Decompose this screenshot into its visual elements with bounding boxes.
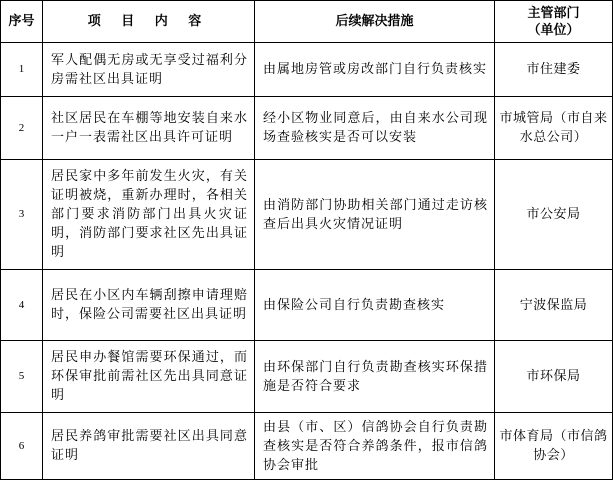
table-row [1, 43, 613, 97]
table-row [1, 270, 613, 341]
row-item: 居民养鸽审批需要社区出具同意证明 [43, 413, 255, 480]
row-no: 5 [1, 341, 43, 413]
row-item: 居民家中多年前发生火灾，有关证明被烧，重新办理时，各相关部门要求消防部门出具火灾证明，消防部门要求社区先出具证明 [43, 160, 255, 270]
row-no: 1 [1, 43, 43, 97]
row-no: 3 [1, 160, 43, 270]
row-item: 社区居民在车棚等地安装自来水一户一表需社区出具许可证明 [43, 97, 255, 160]
row-solution: 由保险公司自行负责勘查核实 [255, 270, 495, 341]
header-solution: 后续解决措施 [255, 1, 495, 43]
row-no: 6 [1, 413, 43, 480]
row-solution: 由消防部门协助相关部门通过走访核查后出具火灾情况证明 [255, 160, 495, 270]
row-dept: 市城管局（市自来水总公司） [495, 97, 613, 160]
header-item: 项 目 内 容 [43, 1, 255, 43]
row-item: 军人配偶无房或无享受过福利分房需社区出具证明 [43, 43, 255, 97]
row-no: 4 [1, 270, 43, 341]
row-dept: 市住建委 [495, 43, 613, 97]
row-solution: 由属地房管或房改部门自行负责核实 [255, 43, 495, 97]
row-solution: 经小区物业同意后，由自来水公司现场查验核实是否可以安装 [255, 97, 495, 160]
header-dept-line2: （单位） [527, 22, 580, 38]
table-row [1, 160, 613, 270]
header-dept-line1: 主管部门 [527, 5, 580, 21]
header-no: 序号 [1, 1, 43, 43]
table-row [1, 413, 613, 480]
header-row [1, 1, 613, 43]
row-solution: 由环保部门自行负责勘查核实环保措施是否符合要求 [255, 341, 495, 413]
row-solution: 由县（市、区）信鸽协会自行负责勘查核实是否符合养鸽条件，报市信鸽协会审批 [255, 413, 495, 480]
row-dept: 市环保局 [495, 341, 613, 413]
row-dept: 市体育局（市信鸽协会） [495, 413, 613, 480]
row-dept: 宁波保监局 [495, 270, 613, 341]
table-row [1, 97, 613, 160]
row-no: 2 [1, 97, 43, 160]
table-row [1, 341, 613, 413]
row-dept: 市公安局 [495, 160, 613, 270]
row-item: 居民在小区内车辆刮擦申请理赔时，保险公司需要社区出具证明 [43, 270, 255, 341]
header-dept [495, 1, 613, 43]
row-item: 居民申办餐馆需要环保通过，而环保审批前需社区先出具同意证明 [43, 341, 255, 413]
